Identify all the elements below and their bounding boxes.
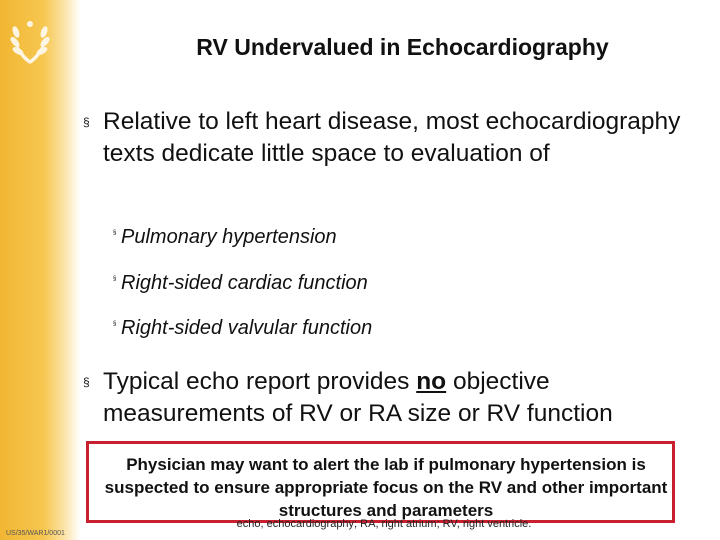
gold-sidebar bbox=[0, 0, 80, 540]
sub-bullet-marker: § bbox=[113, 230, 117, 236]
sub-bullet-right-valvular-function bbox=[113, 317, 373, 340]
abbreviation-footnote: echo, echocardiography; RA, right atrium; RV, right ventricle. bbox=[236, 518, 532, 530]
sub-bullet-pulmonary-hypertension bbox=[113, 226, 337, 249]
bullet-text-pre: Typical echo report provides bbox=[103, 368, 417, 395]
sub-bullet-text: Right-sided cardiac function bbox=[121, 272, 368, 294]
sub-bullet-text: Right-sided valvular function bbox=[121, 317, 373, 339]
laurel-wreath-icon bbox=[6, 14, 54, 70]
bullet-text: Relative to left heart disease, most echocardiography texts dedicate little space to evaluation of bbox=[103, 108, 681, 167]
callout-text: Physician may want to alert the lab if pulmonary hypertension is suspected to ensure appropriate focus on the RV and other important structures and parameters bbox=[104, 455, 668, 520]
document-code: US/35/WAR1/0001 bbox=[6, 530, 65, 537]
bullet-emphasis: no bbox=[416, 368, 447, 395]
bullet-typical-echo-report bbox=[83, 366, 703, 430]
sub-bullet-right-cardiac-function bbox=[113, 272, 368, 295]
sub-bullet-marker: § bbox=[113, 276, 117, 282]
bullet-marker: § bbox=[83, 375, 90, 389]
bullet-marker: § bbox=[83, 115, 90, 129]
sub-bullet-marker: § bbox=[113, 321, 117, 327]
slide-title: RV Undervalued in Echocardiography bbox=[196, 34, 609, 60]
sub-bullet-text: Pulmonary hypertension bbox=[121, 226, 337, 248]
bullet-text-post: objective measurements of RV or RA size or RV function bbox=[103, 368, 613, 427]
bullet-relative-left-heart bbox=[83, 106, 703, 170]
